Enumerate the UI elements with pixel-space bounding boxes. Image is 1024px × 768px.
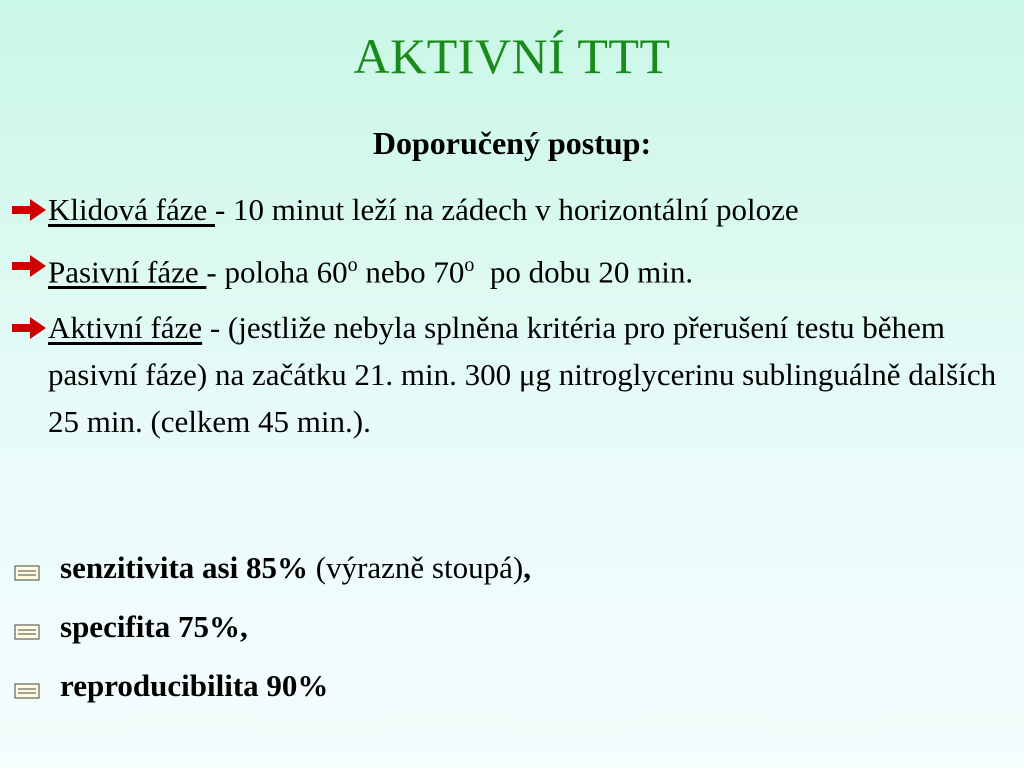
- stat-bold: senzitivita asi 85%: [60, 550, 308, 585]
- arrow-right-icon: [10, 315, 48, 341]
- bullet-item: [10, 304, 1015, 445]
- slide-subtitle: Doporučený postup:: [372, 125, 652, 161]
- bullet-lead: Klidová fáze: [48, 192, 215, 227]
- degree-superscript: o: [347, 254, 358, 276]
- checkbox-icon: [14, 683, 40, 699]
- arrow-right-icon: [10, 253, 48, 279]
- bullet-lead: Pasivní fáze: [48, 254, 207, 290]
- bullet-list: [10, 186, 1015, 454]
- bullet-text: - (jestliže nebyla splněna kritéria pro přerušení testu během pasivní fáze) na začátku 21. min. 300 μg nitroglycerinu sublinguálně dalších 25 min. (celkem 45 min.).: [48, 310, 997, 440]
- stats-list: [10, 546, 1010, 708]
- stat-item: [10, 605, 1010, 649]
- stat-trail: ,: [523, 550, 531, 585]
- checkbox-icon: [14, 565, 40, 581]
- stat-item: [10, 664, 1010, 708]
- checkbox-icon: [14, 624, 40, 640]
- bullet-item: [10, 242, 1015, 295]
- stat-item: [10, 546, 1010, 590]
- stat-bold: reproducibilita 90%: [60, 668, 329, 703]
- stat-text: (výrazně stoupá): [308, 550, 524, 585]
- bullet-lead: Aktivní fáze: [48, 310, 203, 346]
- degree-superscript: o: [464, 254, 475, 276]
- stat-trail: ,: [239, 609, 248, 644]
- bullet-text: nebo 70: [357, 254, 465, 290]
- bullet-text: - poloha 60: [206, 254, 348, 290]
- stat-bold: specifita 75%: [60, 609, 240, 644]
- arrow-right-icon: [10, 197, 48, 223]
- bullet-item: [10, 186, 1015, 233]
- slide-title: AKTIVNÍ TTT: [353, 28, 671, 84]
- bullet-text: po dobu 20 min.: [474, 254, 694, 290]
- bullet-text: - 10 minut leží na zádech v horizontální poloze: [214, 192, 799, 227]
